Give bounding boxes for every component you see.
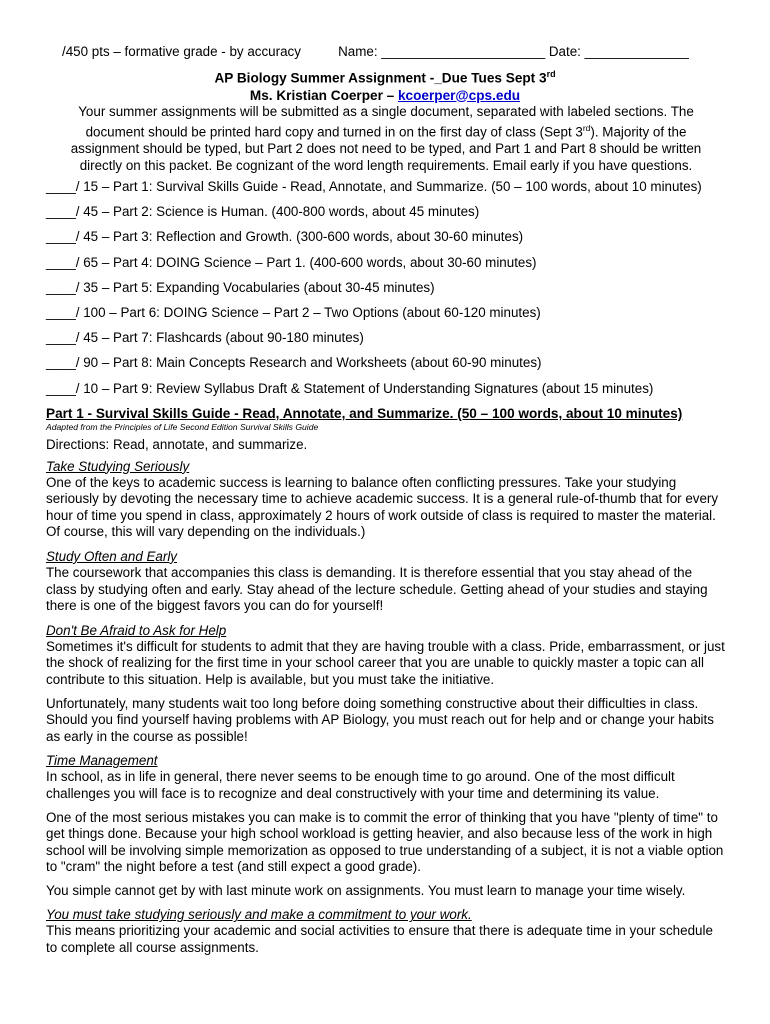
title-text: AP Biology Summer Assignment -_Due Tues Sept 3 — [214, 70, 547, 86]
subhead-dont-be-afraid: Don't Be Afraid to Ask for Help — [46, 622, 227, 638]
title-sup: rd — [546, 69, 556, 79]
title-line-2 — [0, 87, 770, 104]
part1-source: Adapted from the Principles of Life Second Edition Survival Skills Guide — [46, 422, 319, 432]
part-row: ____/ 35 – Part 5: Expanding Vocabularies (about 30-45 minutes) — [46, 279, 435, 295]
paragraph: In school, as in life in general, there never seems to be enough time to go around. One of the most difficult challenges you will face is to recognize and deal constructively with your time and determining its value. — [46, 769, 675, 801]
intro-text-1: Your summer assignments will be submitted as a single document, separated with labeled sections. The document should be printed hard copy and turned in on the first day of class (Sept 3 — [78, 104, 694, 140]
part-row: ____/ 10 – Part 9: Review Syllabus Draft & Statement of Understanding Signatures (about 15 minutes) — [46, 380, 654, 396]
part-row: ____/ 45 – Part 7: Flashcards (about 90-180 minutes) — [46, 330, 364, 346]
teacher-name: Ms. Kristian Coerper – — [249, 87, 398, 103]
subhead-take-studying-seriously: Take Studying Seriously — [46, 458, 190, 474]
part1-section — [46, 405, 726, 964]
final-paragraph: This means prioritizing your academic and social activities to ensure that there is adequate time in your schedule to complete all course assignments. — [46, 923, 713, 956]
intro-sup: rd — [582, 123, 591, 134]
part-row: ____/ 100 – Part 6: DOING Science – Part 2 – Two Options (about 60-120 minutes) — [46, 304, 541, 320]
paragraph: One of the keys to academic success is learning to balance often conflicting pressures. Take your studying seriously by devoting the necessary time to achieve academic success. It is a general rule-of-thumb that for every hour of time you spend in class, approximately 2 hours of work outside of class is required to master the material. Of course, this will vary depending on the individuals.) — [46, 474, 719, 540]
intro-paragraph — [62, 104, 710, 174]
document-title — [0, 66, 770, 104]
subhead-study-often-and-early: Study Often and Early — [46, 548, 178, 564]
paragraph: You simple cannot get by with last minute work on assignments. You must learn to manage your time wisely. — [46, 882, 686, 898]
parts-list — [46, 178, 746, 405]
part1-directions: Directions: Read, annotate, and summarize. — [46, 437, 308, 452]
email-link[interactable]: kcoerper@cps.edu — [398, 87, 521, 103]
paragraph: The coursework that accompanies this class is demanding. It is therefore essential that you stay ahead of the class by studying often and early. Stay ahead of the lecture schedule. Getting ahead of your studies and staying there is one of the biggest favors you can do for yourself! — [46, 564, 708, 614]
header-line — [62, 44, 689, 61]
paragraph: One of the most serious mistakes you can make is to commit the error of thinking that you have "plenty of time" to get things done. Because your high school workload is getting heavier, and also because less of the work in high school will be involving simple memorization as opposed to true understanding of a subject, it is not a viable option to "cram" the night before a test (and still expect a good grade). — [46, 809, 724, 875]
paragraph: Unfortunately, many students wait too long before doing something constructive about their difficulties in class. Should you find yourself having problems with AP Biology, you must reach out for help and or change your habits as early in the course as possible! — [46, 695, 714, 744]
part-row: ____/ 90 – Part 8: Main Concepts Research and Worksheets (about 60-90 minutes) — [46, 355, 542, 371]
date-field-label: Date: ______________ — [548, 44, 689, 59]
subhead-time-management: Time Management — [46, 753, 158, 769]
intro-text-2: ). Majority of the assignment should be typed, but Part 2 does not need to be typed, and Part 1 and Part 8 should be written directly on this packet. Be cognizant of the word length requirements. Email early if you have questions. — [70, 124, 702, 173]
part1-title: Part 1 - Survival Skills Guide - Read, Annotate, and Summarize. (50 – 100 words, about 10 minutes) — [46, 406, 683, 421]
final-heading: You must take studying seriously and make a commitment to your work. — [46, 907, 472, 923]
paragraph: Sometimes it's difficult for students to admit that they are having trouble with a class. Pride, embarrassment, or just the shock of realizing for the first time in your school career that you are unable to quickly master a topic can all contribute to this situation. Help is available, but you must take the initiative. — [46, 638, 725, 687]
points-text: /450 pts – formative grade - by accuracy — [62, 44, 301, 59]
part-row: ____/ 15 – Part 1: Survival Skills Guide - Read, Annotate, and Summarize. (50 – 100 words, about 10 minutes) — [46, 179, 702, 194]
title-line-1 — [0, 66, 770, 87]
part-row: ____/ 65 – Part 4: DOING Science – Part 1. (400-600 words, about 30-60 minutes) — [46, 254, 537, 270]
part-row: ____/ 45 – Part 2: Science is Human. (400-800 words, about 45 minutes) — [46, 204, 480, 220]
name-field-label: Name: ______________________ — [338, 44, 546, 59]
part-row: ____/ 45 – Part 3: Reflection and Growth. (300-600 words, about 30-60 minutes) — [46, 229, 524, 245]
